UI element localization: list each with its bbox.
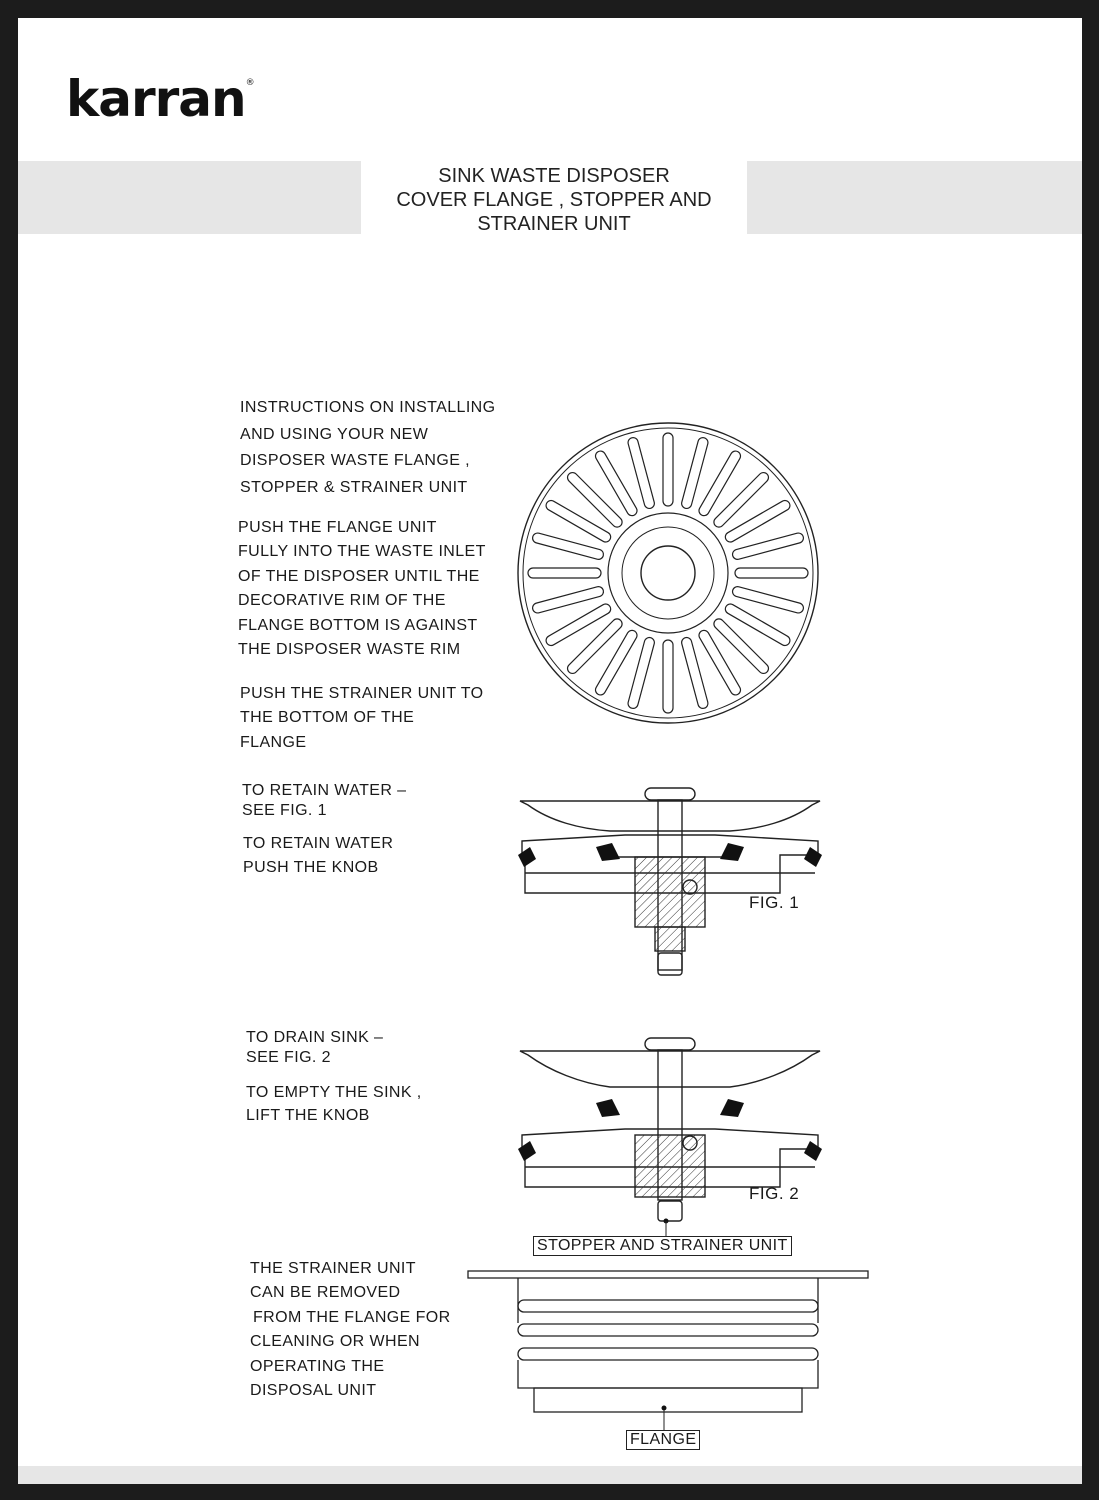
removal-text: THE STRAINER UNIT CAN BE REMOVED FROM THE FLANGE FOR CLEANING OR WHEN OPERATING THE DISPOSAL UNIT [250, 1260, 451, 1400]
flange-side-view [466, 1268, 870, 1438]
strainer-slot [699, 630, 740, 695]
strainer-slot [528, 568, 601, 578]
strainer-slot [714, 619, 769, 674]
strainer-slot [628, 438, 654, 509]
strainer-slot [568, 619, 623, 674]
strainer-slot [733, 533, 804, 559]
strainer-slot [546, 501, 611, 542]
flange-step-text: PUSH THE FLANGE UNIT FULLY INTO THE WASTE INLET OF THE DISPOSER UNTIL THE DECORATIVE RIM OF THE FLANGE BOTTOM IS AGAINST THE DISPOSER WASTE RIM [238, 519, 486, 659]
strainer-top-view [513, 418, 823, 728]
stopper-strainer-label: STOPPER AND STRAINER UNIT [533, 1236, 792, 1256]
strainer-slot [628, 638, 654, 709]
strainer-slot [596, 451, 637, 516]
strainer-slot [725, 501, 790, 542]
strainer-step-text: PUSH THE STRAINER UNIT TO THE BOTTOM OF THE FLANGE [240, 685, 484, 751]
strainer-slot [568, 473, 623, 528]
drain-sink-heading: TO DRAIN SINK – SEE FIG. 2 [246, 1029, 384, 1066]
strainer-slot [533, 587, 604, 613]
retain-water-text: TO RETAIN WATER PUSH THE KNOB [243, 835, 394, 876]
fig1-label: FIG. 1 [749, 893, 800, 912]
retain-water-heading: TO RETAIN WATER – SEE FIG. 1 [242, 782, 407, 819]
flange-label: FLANGE [626, 1430, 700, 1450]
strainer-slot [682, 638, 708, 709]
footer-band [18, 1466, 1082, 1484]
strainer-slot [682, 438, 708, 509]
fig1-cross-section [510, 773, 830, 973]
strainer-slot [714, 473, 769, 528]
strainer-slot [699, 451, 740, 516]
strainer-slot [663, 640, 673, 713]
strainer-slot [663, 433, 673, 506]
karran-logo: karran® [66, 70, 254, 128]
header-band-left [18, 161, 361, 234]
intro-text: INSTRUCTIONS ON INSTALLING AND USING YOUR NEW DISPOSER WASTE FLANGE , STOPPER & STRAINER UNIT [240, 399, 496, 496]
header-band-right [747, 161, 1082, 234]
fig2-label: FIG. 2 [749, 1184, 800, 1203]
strainer-slot [596, 630, 637, 695]
strainer-slot [546, 604, 611, 645]
strainer-slot [533, 533, 604, 559]
strainer-slot [733, 587, 804, 613]
strainer-slot [725, 604, 790, 645]
document-title: SINK WASTE DISPOSER COVER FLANGE , STOPPER AND STRAINER UNIT [396, 165, 712, 235]
drain-sink-text: TO EMPTY THE SINK , LIFT THE KNOB [246, 1084, 422, 1124]
strainer-slot [735, 568, 808, 578]
instruction-sheet [18, 18, 1082, 1484]
